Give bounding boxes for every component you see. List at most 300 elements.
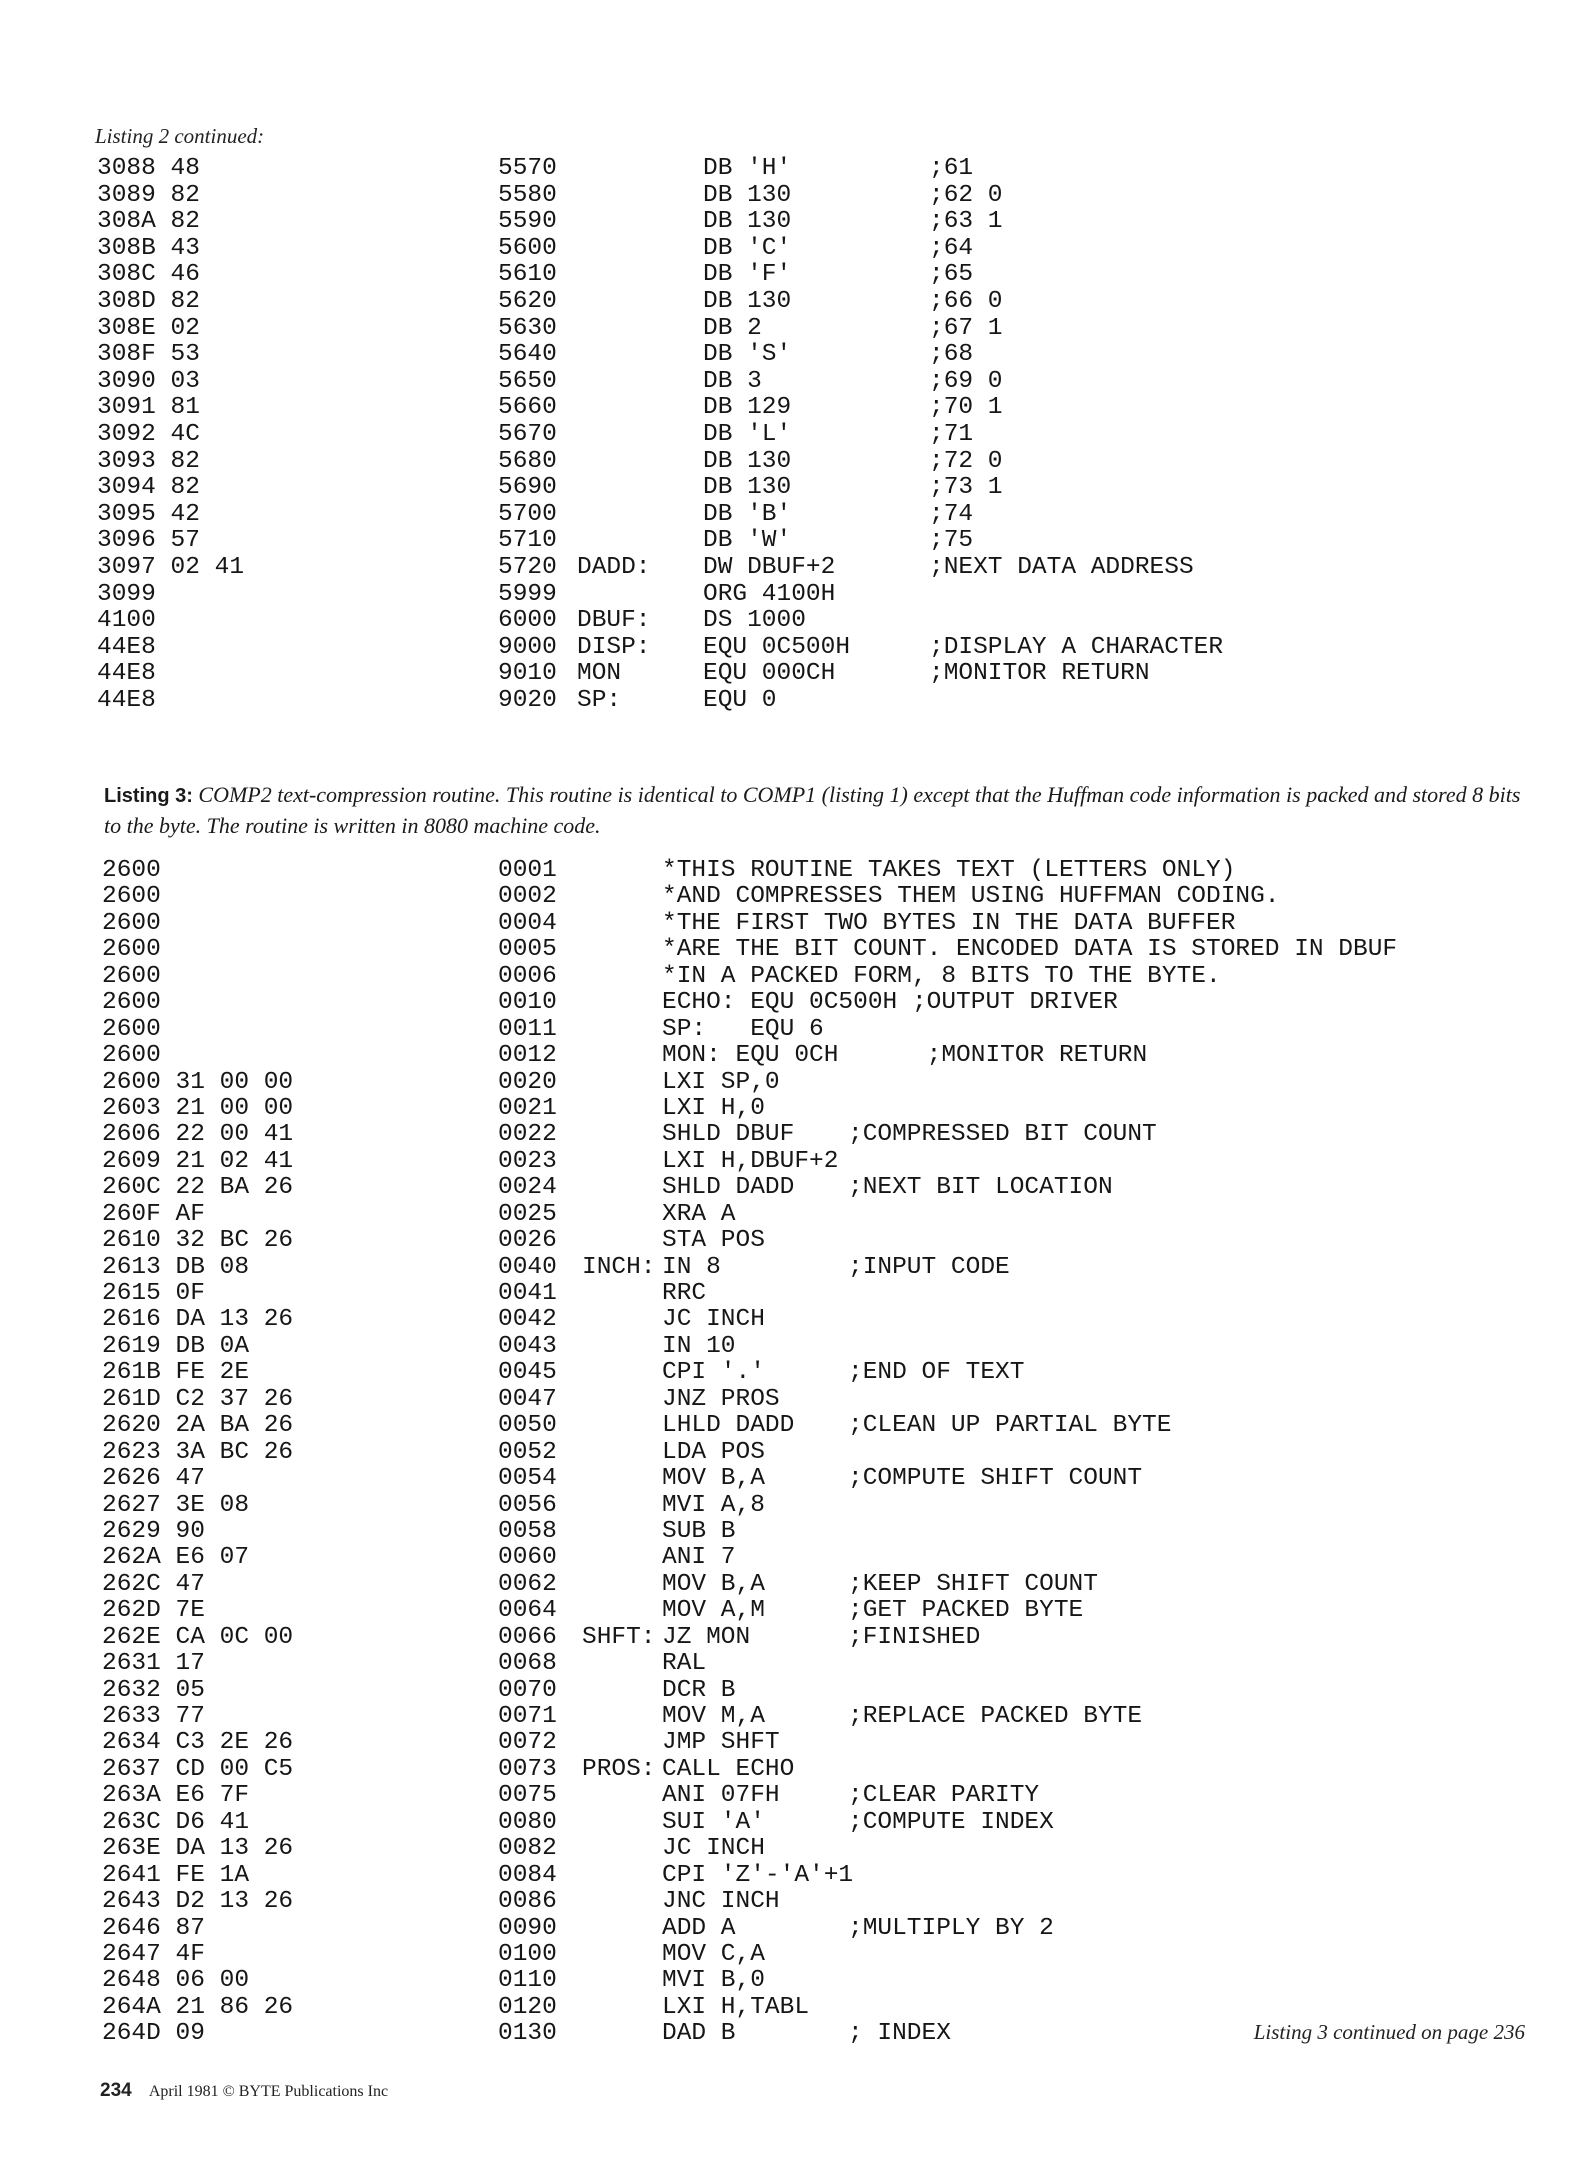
label-column: SP: <box>577 686 622 714</box>
comment-column: ;70 1 <box>929 394 1003 422</box>
line-number-column: 0041 <box>498 1280 557 1307</box>
code-line <box>0 1519 1589 1545</box>
label-column: MON <box>577 660 622 688</box>
line-number-column: 5720 <box>498 553 557 581</box>
code-line <box>0 1704 1589 1730</box>
instruction-column: CPI 'Z'-'A'+1 <box>662 1861 854 1889</box>
line-number-column: 0054 <box>498 1465 557 1493</box>
line-number-column: 5670 <box>498 420 557 448</box>
label-column: DADD: <box>577 553 651 581</box>
line-number-column: 5580 <box>498 181 557 209</box>
hex-address-column: 260F AF <box>102 1200 205 1228</box>
hex-address-column: 3090 03 <box>97 367 200 395</box>
instruction-column: *THIS ROUTINE TAKES TEXT (LETTERS ONLY) <box>662 857 1236 884</box>
comment-column: ;75 <box>929 527 974 555</box>
instruction-column: ECHO: EQU 0C500H ;OUTPUT DRIVER <box>662 989 1118 1017</box>
code-line <box>0 858 1589 884</box>
instruction-column: SHLD DBUF <box>662 1121 795 1149</box>
code-line <box>0 884 1589 910</box>
line-number-column: 0130 <box>498 2020 557 2048</box>
instruction-column: *AND COMPRESSES THEM USING HUFFMAN CODING. <box>662 883 1280 911</box>
instruction-column: DW DBUF+2 <box>703 553 836 581</box>
line-number-column: 0070 <box>498 1676 557 1704</box>
line-number-column: 0020 <box>498 1068 557 1096</box>
comment-column: ;END OF TEXT <box>848 1359 1025 1387</box>
line-number-column: 0075 <box>498 1782 557 1810</box>
line-number-column: 5640 <box>498 341 557 369</box>
code-line <box>0 1836 1589 1862</box>
hex-address-column: 4100 <box>97 607 156 635</box>
code-line <box>0 1810 1589 1836</box>
comment-column: ; INDEX <box>848 2020 951 2048</box>
line-number-column: 0005 <box>498 936 557 964</box>
label-column: DBUF: <box>577 607 651 635</box>
code-line <box>0 582 1589 609</box>
hex-address-column: 2615 0F <box>102 1280 205 1307</box>
listing-3-caption <box>104 780 1524 840</box>
hex-address-column: 44E8 <box>97 633 156 661</box>
code-line <box>0 1017 1589 1043</box>
code-line <box>0 1968 1589 1994</box>
line-number-column: 0025 <box>498 1200 557 1228</box>
label-column: DISP: <box>577 633 651 661</box>
line-number-column: 0047 <box>498 1385 557 1413</box>
hex-address-column: 3096 57 <box>97 527 200 555</box>
hex-address-column: 2634 C3 2E 26 <box>102 1729 294 1757</box>
instruction-column: EQU 000CH <box>703 660 836 688</box>
code-line <box>0 937 1589 963</box>
code-line <box>0 1783 1589 1809</box>
instruction-column: MOV C,A <box>662 1940 765 1968</box>
instruction-column: STA POS <box>662 1227 765 1255</box>
line-number-column: 5680 <box>498 447 557 475</box>
hex-address-column: 264A 21 86 26 <box>102 1993 294 2021</box>
instruction-column: *IN A PACKED FORM, 8 BITS TO THE BYTE. <box>662 962 1221 990</box>
instruction-column: XRA A <box>662 1200 736 1228</box>
hex-address-column: 2648 06 00 <box>102 1967 250 1995</box>
line-number-column: 0026 <box>498 1227 557 1255</box>
code-line <box>0 209 1589 236</box>
comment-column: ;66 0 <box>929 287 1003 315</box>
line-number-column: 0002 <box>498 883 557 911</box>
line-number-column: 0120 <box>498 1993 557 2021</box>
instruction-column: LXI H,0 <box>662 1094 765 1122</box>
line-number-column: 0073 <box>498 1755 557 1783</box>
code-line <box>0 236 1589 263</box>
line-number-column: 0004 <box>498 909 557 937</box>
hex-address-column: 3094 82 <box>97 474 200 502</box>
line-number-column: 0056 <box>498 1491 557 1519</box>
code-line <box>0 1730 1589 1756</box>
footer-publication-text: April 1981 © BYTE Publications Inc <box>148 2083 389 2100</box>
line-number-column: 5690 <box>498 474 557 502</box>
code-line <box>0 1281 1589 1307</box>
hex-address-column: 3088 48 <box>97 155 200 182</box>
instruction-column: LDA POS <box>662 1438 765 1466</box>
hex-address-column: 2643 D2 13 26 <box>102 1888 294 1916</box>
comment-column: ;62 0 <box>929 181 1003 209</box>
instruction-column: DB 'F' <box>703 261 792 289</box>
instruction-column: LXI SP,0 <box>662 1068 780 1096</box>
code-line <box>0 1916 1589 1942</box>
comment-column: ;NEXT DATA ADDRESS <box>929 553 1194 581</box>
comment-column: ;69 0 <box>929 367 1003 395</box>
comment-column: ;73 1 <box>929 474 1003 502</box>
instruction-column: SP: EQU 6 <box>662 1015 824 1043</box>
instruction-column: DB 'B' <box>703 500 792 528</box>
comment-column: ;72 0 <box>929 447 1003 475</box>
code-line <box>0 183 1589 210</box>
comment-column: ;DISPLAY A CHARACTER <box>929 633 1224 661</box>
continued-note: Listing 3 continued on page 236 <box>1253 2020 1525 2044</box>
code-line <box>0 911 1589 937</box>
instruction-column: MOV B,A <box>662 1570 765 1598</box>
hex-address-column: 2600 <box>102 1015 161 1043</box>
listing-2-code <box>0 156 1589 714</box>
label-column: SHFT: <box>582 1623 656 1651</box>
hex-address-column: 262C 47 <box>102 1570 205 1598</box>
instruction-column: MOV B,A <box>662 1465 765 1493</box>
comment-column: ;KEEP SHIFT COUNT <box>848 1570 1098 1598</box>
instruction-column: DB 'C' <box>703 234 792 262</box>
code-line <box>0 661 1589 688</box>
instruction-column: DB 'H' <box>703 155 792 182</box>
line-number-column: 9010 <box>498 660 557 688</box>
code-line <box>0 1070 1589 1096</box>
instruction-column: MVI A,8 <box>662 1491 765 1519</box>
hex-address-column: 264D 09 <box>102 2020 205 2048</box>
hex-address-column: 2647 4F <box>102 1940 205 1968</box>
instruction-column: JMP SHFT <box>662 1729 780 1757</box>
hex-address-column: 308E 02 <box>97 314 200 342</box>
line-number-column: 0086 <box>498 1888 557 1916</box>
hex-address-column: 2600 <box>102 883 161 911</box>
line-number-column: 5620 <box>498 287 557 315</box>
hex-address-column: 2609 21 02 41 <box>102 1147 294 1175</box>
code-line <box>0 1466 1589 1492</box>
hex-address-column: 262A E6 07 <box>102 1544 250 1572</box>
code-line <box>0 1228 1589 1254</box>
hex-address-column: 261D C2 37 26 <box>102 1385 294 1413</box>
code-line <box>0 1122 1589 1148</box>
code-line <box>0 369 1589 396</box>
instruction-column: MOV A,M <box>662 1597 765 1625</box>
code-line <box>0 1307 1589 1333</box>
code-line <box>0 395 1589 422</box>
comment-column: ;68 <box>929 341 974 369</box>
line-number-column: 0090 <box>498 1914 557 1942</box>
line-number-column: 0042 <box>498 1306 557 1334</box>
label-column: INCH: <box>582 1253 656 1281</box>
line-number-column: 0058 <box>498 1517 557 1545</box>
instruction-column: LXI H,DBUF+2 <box>662 1147 839 1175</box>
hex-address-column: 2600 <box>102 857 161 884</box>
hex-address-column: 2619 DB 0A <box>102 1332 250 1360</box>
line-number-column: 0052 <box>498 1438 557 1466</box>
comment-column: ;CLEAR PARITY <box>848 1782 1040 1810</box>
code-line <box>0 289 1589 316</box>
line-number-column: 5590 <box>498 208 557 236</box>
instruction-column: DB 130 <box>703 208 792 236</box>
code-line <box>0 1096 1589 1122</box>
comment-column: ;FINISHED <box>848 1623 981 1651</box>
listing-3-code <box>0 858 1589 2048</box>
line-number-column: 0050 <box>498 1412 557 1440</box>
instruction-column: SHLD DADD <box>662 1174 795 1202</box>
line-number-column: 0100 <box>498 1940 557 1968</box>
instruction-column: MVI B,0 <box>662 1967 765 1995</box>
hex-address-column: 3089 82 <box>97 181 200 209</box>
line-number-column: 0082 <box>498 1835 557 1863</box>
code-line <box>0 608 1589 635</box>
hex-address-column: 2620 2A BA 26 <box>102 1412 294 1440</box>
code-line <box>0 1387 1589 1413</box>
instruction-column: DB 'W' <box>703 527 792 555</box>
instruction-column: DB 'S' <box>703 341 792 369</box>
comment-column: ;COMPUTE INDEX <box>848 1808 1054 1836</box>
instruction-column: DB 129 <box>703 394 792 422</box>
hex-address-column: 3091 81 <box>97 394 200 422</box>
hex-address-column: 2646 87 <box>102 1914 205 1942</box>
line-number-column: 0012 <box>498 1042 557 1070</box>
code-line <box>0 1995 1589 2021</box>
instruction-column: RRC <box>662 1280 707 1307</box>
hex-address-column: 2637 CD 00 C5 <box>102 1755 294 1783</box>
hex-address-column: 2623 3A BC 26 <box>102 1438 294 1466</box>
line-number-column: 0072 <box>498 1729 557 1757</box>
line-number-column: 0071 <box>498 1703 557 1730</box>
hex-address-column: 3095 42 <box>97 500 200 528</box>
hex-address-column: 2629 90 <box>102 1517 205 1545</box>
instruction-column: DB 130 <box>703 287 792 315</box>
instruction-column: DB 130 <box>703 474 792 502</box>
instruction-column: LXI H,TABL <box>662 1993 810 2021</box>
line-number-column: 0006 <box>498 962 557 990</box>
hex-address-column: 2610 32 BC 26 <box>102 1227 294 1255</box>
line-number-column: 0021 <box>498 1094 557 1122</box>
hex-address-column: 2600 <box>102 989 161 1017</box>
code-line <box>0 1493 1589 1519</box>
instruction-column: LHLD DADD <box>662 1412 795 1440</box>
instruction-column: DCR B <box>662 1676 736 1704</box>
hex-address-column: 2641 FE 1A <box>102 1861 250 1889</box>
comment-column: ;63 1 <box>929 208 1003 236</box>
comment-column: ;65 <box>929 261 974 289</box>
instruction-column: DB 3 <box>703 367 762 395</box>
hex-address-column: 2633 77 <box>102 1703 205 1730</box>
line-number-column: 0011 <box>498 1015 557 1043</box>
listing-3-caption-label: Listing 3: <box>104 785 193 807</box>
line-number-column: 0068 <box>498 1650 557 1678</box>
comment-column: ;NEXT BIT LOCATION <box>848 1174 1113 1202</box>
code-line <box>0 1413 1589 1439</box>
instruction-column: CPI '.' <box>662 1359 765 1387</box>
code-line <box>0 1942 1589 1968</box>
hex-address-column: 2600 <box>102 909 161 937</box>
code-line <box>0 1360 1589 1386</box>
instruction-column: SUI 'A' <box>662 1808 765 1836</box>
comment-column: ;INPUT CODE <box>848 1253 1010 1281</box>
instruction-column: JC INCH <box>662 1306 765 1334</box>
instruction-column: IN 10 <box>662 1332 736 1360</box>
hex-address-column: 263A E6 7F <box>102 1782 250 1810</box>
code-line <box>0 688 1589 715</box>
page-footer <box>100 2080 388 2102</box>
line-number-column: 9020 <box>498 686 557 714</box>
code-line <box>0 1598 1589 1624</box>
line-number-column: 0062 <box>498 1570 557 1598</box>
comment-column: ;71 <box>929 420 974 448</box>
line-number-column: 0080 <box>498 1808 557 1836</box>
instruction-column: *THE FIRST TWO BYTES IN THE DATA BUFFER <box>662 909 1236 937</box>
hex-address-column: 263E DA 13 26 <box>102 1835 294 1863</box>
hex-address-column: 2600 <box>102 1042 161 1070</box>
hex-address-column: 2632 05 <box>102 1676 205 1704</box>
hex-address-column: 308C 46 <box>97 261 200 289</box>
hex-address-column: 2600 31 00 00 <box>102 1068 294 1096</box>
line-number-column: 0001 <box>498 857 557 884</box>
hex-address-column: 2613 DB 08 <box>102 1253 250 1281</box>
code-line <box>0 1175 1589 1201</box>
instruction-column: MOV M,A <box>662 1703 765 1730</box>
comment-column: ;MONITOR RETURN <box>929 660 1150 688</box>
instruction-column: *ARE THE BIT COUNT. ENCODED DATA IS STORED IN DBUF <box>662 936 1398 964</box>
hex-address-column: 2626 47 <box>102 1465 205 1493</box>
hex-address-column: 2631 17 <box>102 1650 205 1678</box>
hex-address-column: 2603 21 00 00 <box>102 1094 294 1122</box>
code-line <box>0 342 1589 369</box>
line-number-column: 9000 <box>498 633 557 661</box>
hex-address-column: 263C D6 41 <box>102 1808 250 1836</box>
code-line <box>0 964 1589 990</box>
hex-address-column: 261B FE 2E <box>102 1359 250 1387</box>
instruction-column: DB 130 <box>703 181 792 209</box>
instruction-column: EQU 0C500H <box>703 633 851 661</box>
instruction-column: JZ MON <box>662 1623 751 1651</box>
instruction-column: DB 130 <box>703 447 792 475</box>
code-line <box>0 1863 1589 1889</box>
code-line <box>0 1757 1589 1783</box>
line-number-column: 0066 <box>498 1623 557 1651</box>
code-line <box>0 1334 1589 1360</box>
code-line <box>0 1545 1589 1571</box>
comment-column: ;COMPRESSED BIT COUNT <box>848 1121 1157 1149</box>
code-line <box>0 1255 1589 1281</box>
instruction-column: DB 'L' <box>703 420 792 448</box>
hex-address-column: 2600 <box>102 962 161 990</box>
code-line <box>0 156 1589 183</box>
code-line <box>0 1149 1589 1175</box>
code-line <box>0 1440 1589 1466</box>
line-number-column: 0022 <box>498 1121 557 1149</box>
instruction-column: ADD A <box>662 1914 736 1942</box>
line-number-column: 0064 <box>498 1597 557 1625</box>
code-line <box>0 1625 1589 1651</box>
hex-address-column: 260C 22 BA 26 <box>102 1174 294 1202</box>
hex-address-column: 3097 02 41 <box>97 553 245 581</box>
code-line <box>0 422 1589 449</box>
comment-column: ;REPLACE PACKED BYTE <box>848 1703 1143 1730</box>
code-line <box>0 990 1589 1016</box>
code-line <box>0 1678 1589 1704</box>
instruction-column: SUB B <box>662 1517 736 1545</box>
code-line <box>0 1043 1589 1069</box>
instruction-column: DAD B <box>662 2020 736 2048</box>
line-number-column: 0023 <box>498 1147 557 1175</box>
instruction-column: JNZ PROS <box>662 1385 780 1413</box>
comment-column: ;MULTIPLY BY 2 <box>848 1914 1054 1942</box>
line-number-column: 5710 <box>498 527 557 555</box>
code-line <box>0 502 1589 529</box>
comment-column: ;74 <box>929 500 974 528</box>
hex-address-column: 3099 <box>97 580 156 608</box>
comment-column: ;GET PACKED BYTE <box>848 1597 1084 1625</box>
label-column: PROS: <box>582 1755 656 1783</box>
instruction-column: ANI 07FH <box>662 1782 780 1810</box>
instruction-column: CALL ECHO <box>662 1755 795 1783</box>
line-number-column: 5999 <box>498 580 557 608</box>
line-number-column: 0040 <box>498 1253 557 1281</box>
line-number-column: 5630 <box>498 314 557 342</box>
line-number-column: 0110 <box>498 1967 557 1995</box>
line-number-column: 0010 <box>498 989 557 1017</box>
instruction-column: ORG 4100H <box>703 580 836 608</box>
listing-2-continued-caption: Listing 2 continued: <box>95 124 265 148</box>
line-number-column: 5650 <box>498 367 557 395</box>
instruction-column: DS 1000 <box>703 607 806 635</box>
instruction-column: MON: EQU 0CH ;MONITOR RETURN <box>662 1042 1148 1070</box>
line-number-column: 5600 <box>498 234 557 262</box>
code-line <box>0 1889 1589 1915</box>
comment-column: ;COMPUTE SHIFT COUNT <box>848 1465 1143 1493</box>
code-line <box>0 635 1589 662</box>
line-number-column: 5570 <box>498 155 557 182</box>
hex-address-column: 44E8 <box>97 660 156 688</box>
instruction-column: DB 2 <box>703 314 762 342</box>
code-line <box>0 528 1589 555</box>
line-number-column: 5610 <box>498 261 557 289</box>
instruction-column: JNC INCH <box>662 1888 780 1916</box>
hex-address-column: 308F 53 <box>97 341 200 369</box>
line-number-column: 0043 <box>498 1332 557 1360</box>
hex-address-column: 2627 3E 08 <box>102 1491 250 1519</box>
code-line <box>0 1572 1589 1598</box>
hex-address-column: 262D 7E <box>102 1597 205 1625</box>
comment-column: ;64 <box>929 234 974 262</box>
line-number-column: 5660 <box>498 394 557 422</box>
comment-column: ;67 1 <box>929 314 1003 342</box>
listing-3-caption-text: COMP2 text-compression routine. This routine is identical to COMP1 (listing 1) except that the Huffman code information is packed and stored 8 bits to the byte. The routine is written in 8080 machine code. <box>104 782 1521 838</box>
hex-address-column: 2600 <box>102 936 161 964</box>
line-number-column: 0024 <box>498 1174 557 1202</box>
line-number-column: 6000 <box>498 607 557 635</box>
hex-address-column: 308B 43 <box>97 234 200 262</box>
line-number-column: 5700 <box>498 500 557 528</box>
instruction-column: ANI 7 <box>662 1544 736 1572</box>
comment-column: ;CLEAN UP PARTIAL BYTE <box>848 1412 1172 1440</box>
code-line <box>0 262 1589 289</box>
line-number-column: 0060 <box>498 1544 557 1572</box>
hex-address-column: 44E8 <box>97 686 156 714</box>
code-line <box>0 316 1589 343</box>
hex-address-column: 2606 22 00 41 <box>102 1121 294 1149</box>
hex-address-column: 2616 DA 13 26 <box>102 1306 294 1334</box>
line-number-column: 0045 <box>498 1359 557 1387</box>
hex-address-column: 262E CA 0C 00 <box>102 1623 294 1651</box>
hex-address-column: 3093 82 <box>97 447 200 475</box>
instruction-column: JC INCH <box>662 1835 765 1863</box>
code-line <box>0 1202 1589 1228</box>
